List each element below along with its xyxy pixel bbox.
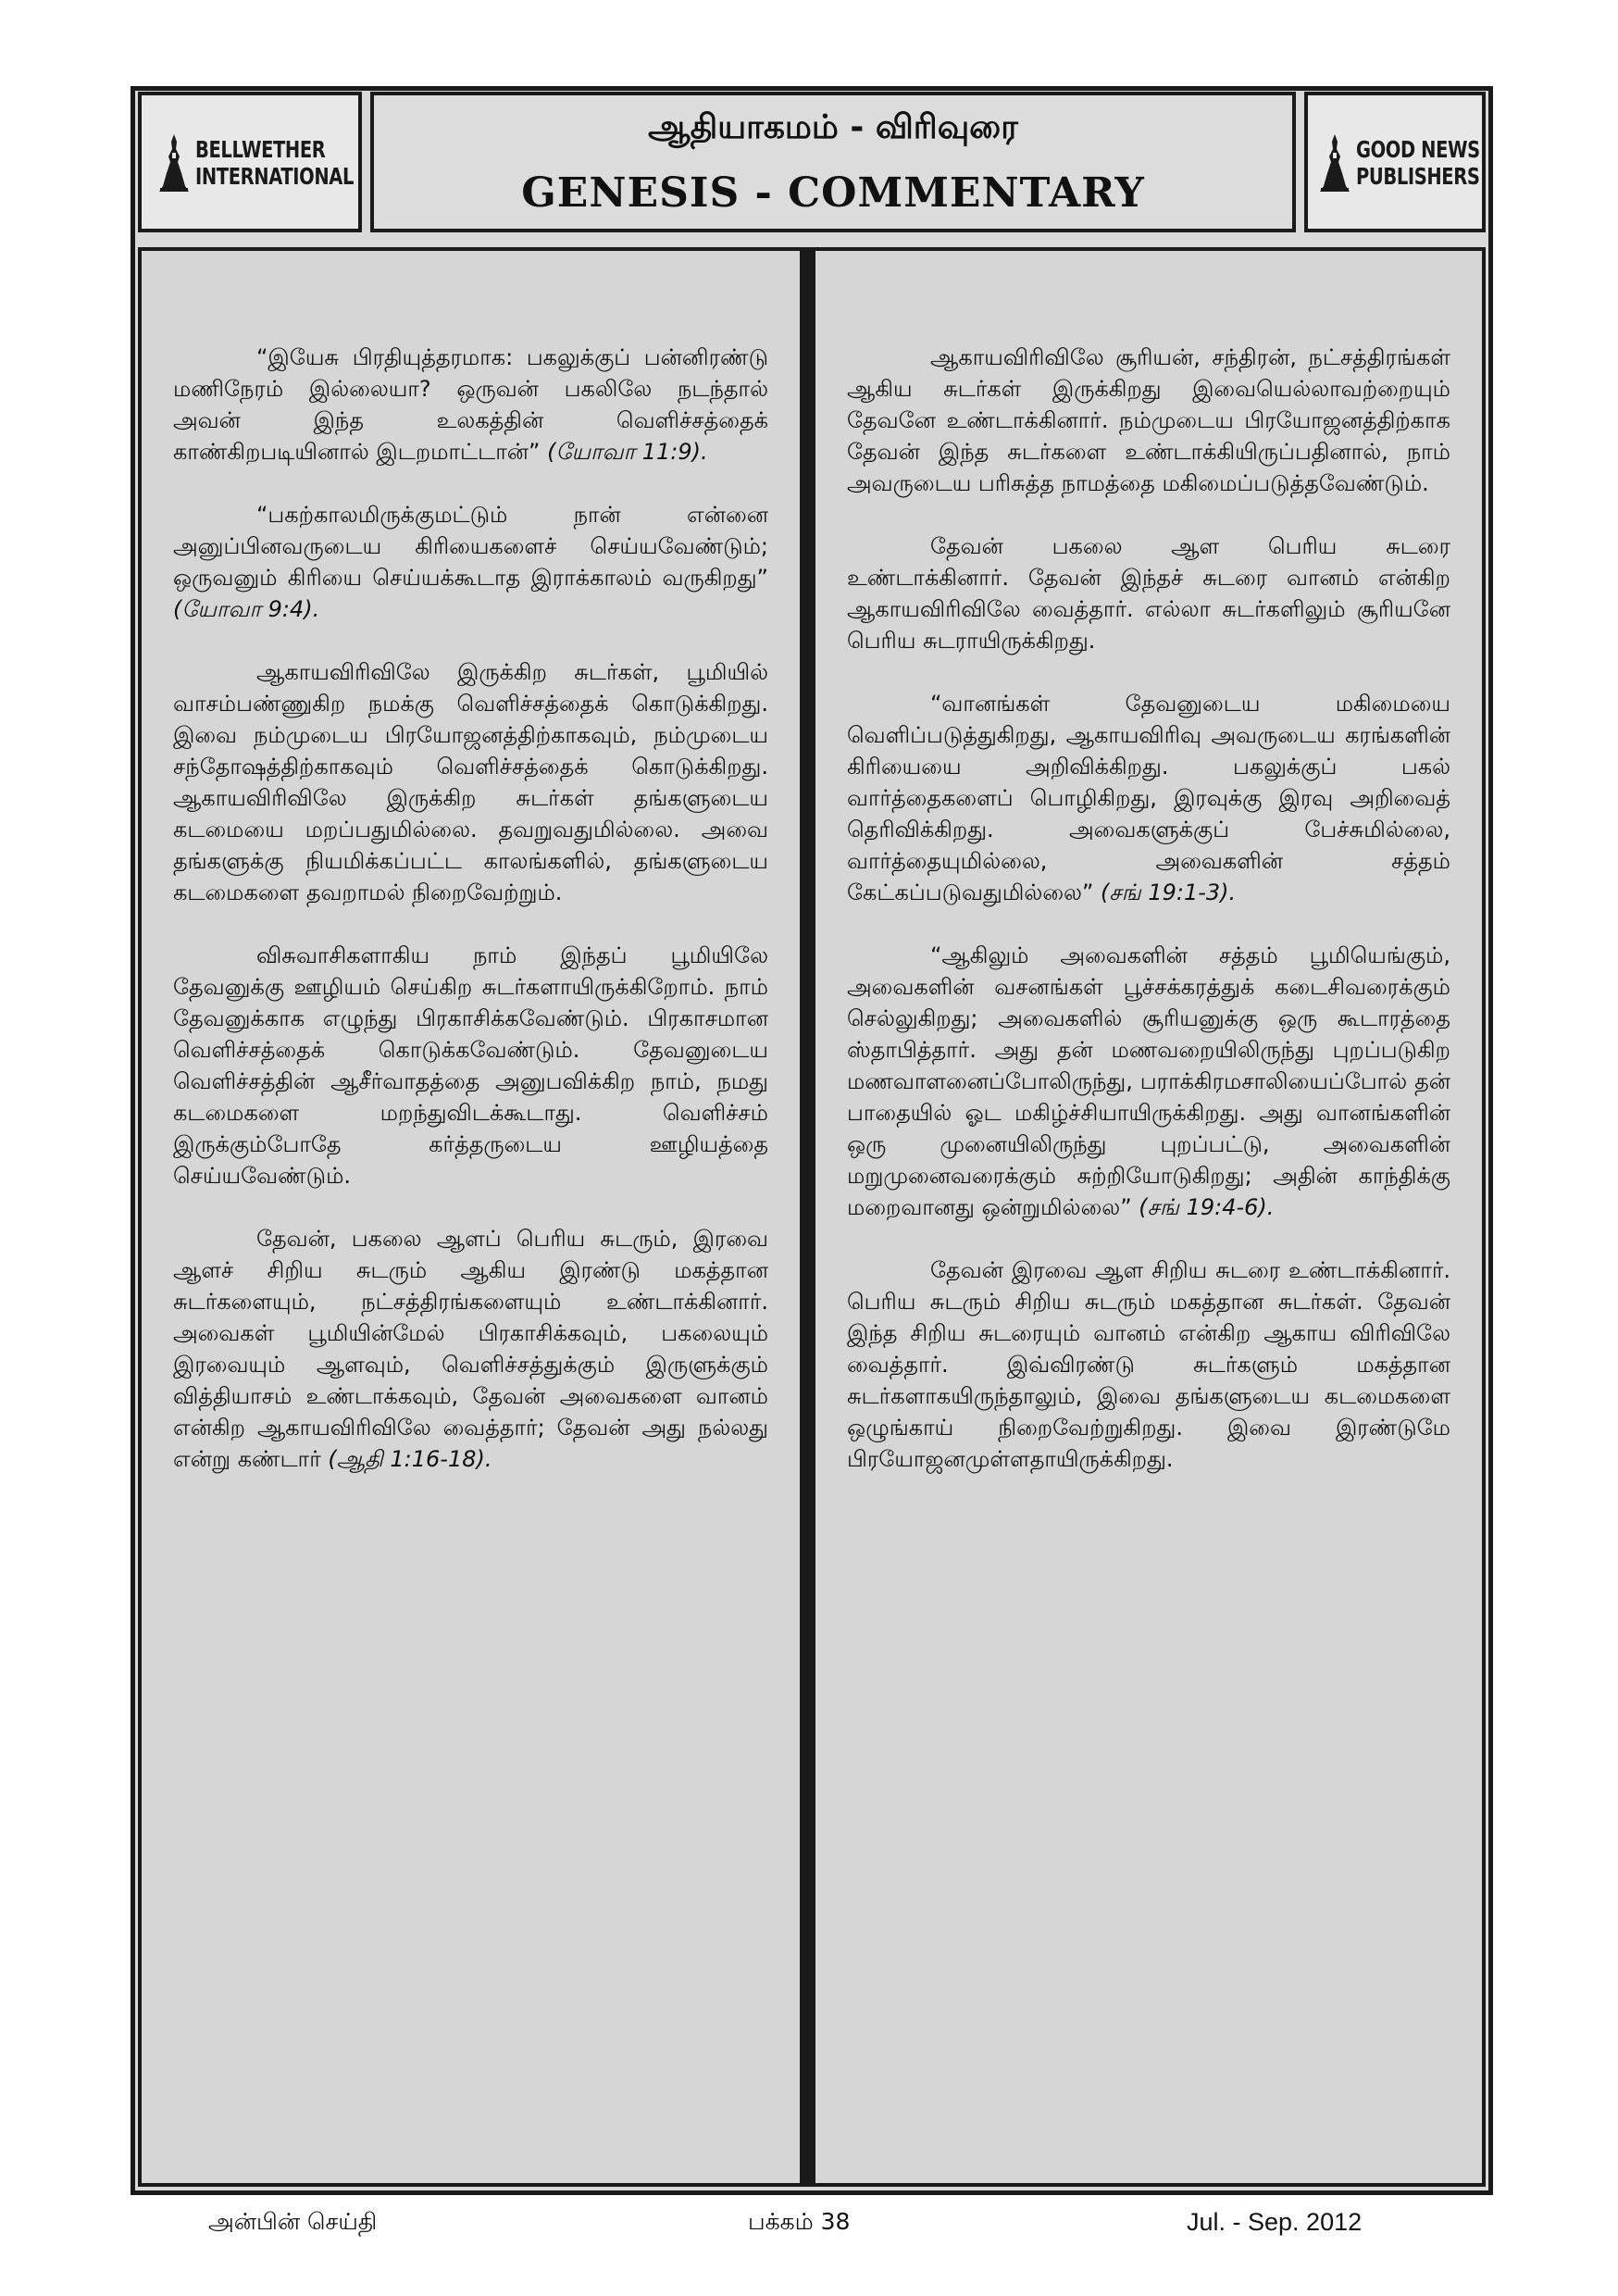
- page-title-english: GENESIS - COMMENTARY: [521, 169, 1145, 217]
- footer-page-number: பக்கம் 38: [748, 2208, 851, 2235]
- scripture-reference: (சங் 19:4-6).: [1139, 1194, 1275, 1220]
- right-column: [812, 247, 1486, 2187]
- paragraph: தேவன் இரவை ஆள சிறிய சுடரை உண்டாக்கினார். பெரிய சுடரும் சிறிய சுடரும் மகத்தான சுடர்கள். தேவன் இந்த சிறிய சுடரையும் வானம் என்கிற ஆகாய விரிவிலே வைத்தார். இவ்விரண்டு சுடர்களும் மகத்தான சுடர்களாகயிருந்தாலும், இவை தங்களுடைய கடமைகளை ஒழுங்காய் நிறைவேற்றுகிறது. இவை இரண்டுமே பிரயோஜனமுள்ளதாயிருக்கிறது.: [847, 1257, 1450, 1472]
- scripture-reference: (யோவா 11:9).: [547, 439, 708, 465]
- paragraph: “வானங்கள் தேவனுடைய மகிமையை வெளிப்படுத்துகிறது, ஆகாயவிரிவு அவருடைய கரங்களின் கிரியையை அறிவிக்கிறது. பகலுக்குப் பகல் வார்த்தைகளைப் பொழிகிறது, இரவுக்கு இரவு அறிவைத் தெரிவிக்கிறது. அவைகளுக்குப் பேச்சுமில்லை, வார்த்தையுமில்லை, அவைகளின் சத்தம் கேட்கப்படுவதுமில்லை” (சங் 19:1-3).: [847, 691, 1450, 905]
- paragraph: தேவன், பகலை ஆளப் பெரிய சுடரும், இரவை ஆளச் சிறிய சுடரும் ஆகிய இரண்டு மகத்தான சுடர்களையும், நட்சத்திரங்களையும் உண்டாக்கினார். அவைகள் பூமியின்மேல் பிரகாசிக்கவும், பகலையும் இரவையும் ஆளவும், வெளிச்சத்துக்கும் இருளுக்கும் வித்தியாசம் உண்டாக்கவும், தேவன் அவைகளை வானம் என்கிற ஆகாயவிரிவிலே வைத்தார்; தேவன் அது நல்லது என்று கண்டார் (ஆதி 1:16-18).: [173, 1226, 768, 1472]
- left-logo-line2: INTERNATIONAL: [195, 163, 355, 190]
- left-logo-line1: BELLWETHER: [195, 136, 326, 163]
- bell-tower-icon: [158, 132, 190, 193]
- column-divider: [803, 247, 812, 2187]
- scripture-reference: (ஆதி 1:16-18).: [328, 1446, 492, 1472]
- paragraph: “பகற்காலமிருக்குமட்டும் நான் என்னை அனுப்பினவருடைய கிரியைகளைச் செய்யவேண்டும்; ஒருவனும் கிரியை செய்யக்கூடாத இராக்காலம் வருகிறது” (யோவா 9:4).: [173, 502, 768, 622]
- title-box: [370, 92, 1296, 232]
- scripture-reference: (யோவா 9:4).: [173, 596, 320, 622]
- header: [131, 86, 1493, 242]
- paragraph: “இயேசு பிரதியுத்தரமாக: பகலுக்குப் பன்னிரண்டு மணிநேரம் இல்லையா? ஒருவன் பகலிலே நடந்தால் அவன் இந்த உலகத்தின் வெளிச்சத்தைக் காண்கிறபடியினால் இடறமாட்டான்” (யோவா 11:9).: [173, 344, 768, 465]
- left-column: [138, 247, 803, 2187]
- paragraph: தேவன் பகலை ஆள பெரிய சுடரை உண்டாக்கினார். தேவன் இந்தச் சுடரை வானம் என்கிற ஆகாயவிரிவிலே வைத்தார். எல்லா சுடர்களிலும் சூரியனே பெரிய சுடராயிருக்கிறது.: [847, 533, 1450, 654]
- paragraph: ஆகாயவிரிவிலே இருக்கிற சுடர்கள், பூமியில் வாசம்பண்ணுகிற நமக்கு வெளிச்சத்தைக் கொடுக்கிறது. இவை நம்முடைய பிரயோஜனத்திற்காகவும், நம்முடைய சந்தோஷத்திற்காகவும் வெளிச்சத்தைக் கொடுக்கிறது. ஆகாயவிரிவிலே இருக்கிற சுடர்கள் தங்களுடைய கடமையை மறப்பதுமில்லை. தவறுவதுமில்லை. அவை தங்களுக்கு நியமிக்கப்பட்ட காலங்களில், தங்களுடைய கடமைகளை தவறாமல் நிறைவேற்றும்.: [173, 659, 768, 905]
- good-news-logo: [1319, 132, 1515, 193]
- right-logo-box: [1304, 92, 1486, 232]
- footer-magazine-name: அன்பின் செய்தி: [208, 2208, 378, 2235]
- page-title-tamil: ஆதியாகமம் - விரிவுரை: [648, 108, 1018, 146]
- bell-tower-icon: [1319, 132, 1350, 193]
- paragraph: “ஆகிலும் அவைகளின் சத்தம் பூமியெங்கும், அவைகளின் வசனங்கள் பூச்சக்கரத்துக் கடைசிவரைக்கும் செல்லுகிறது; அவைகளில் சூரியனுக்கு ஒரு கூடாரத்தை ஸ்தாபித்தார். அது தன் மணவறையிலிருந்து புறப்படுகிற மணவாளனைப்போலிருந்து, பராக்கிரமசாலியைப்போல் தன் பாதையில் ஓட மகிழ்ச்சியாயிருக்கிறது. அது வானங்களின் ஒரு முனையிலிருந்து புறப்பட்டு, அவைகளின் மறுமுனைவரைக்கும் சுற்றியோடுகிறது; அதின் காந்திக்கு மறைவானது ஒன்றுமில்லை” (சங் 19:4-6).: [847, 942, 1450, 1220]
- scripture-reference: (சங் 19:1-3).: [1101, 880, 1237, 905]
- bellwether-logo: [158, 132, 398, 193]
- left-logo-box: [138, 92, 362, 232]
- footer-issue-date: Jul. - Sep. 2012: [1187, 2208, 1363, 2236]
- paragraph: விசுவாசிகளாகிய நாம் இந்தப் பூமியிலே தேவனுக்கு ஊழியம் செய்கிற சுடர்களாயிருக்கிறோம். நாம் தேவனுக்காக எழுந்து பிரகாசிக்கவேண்டும். பிரகாசமான வெளிச்சத்தைக் கொடுக்கவேண்டும். தேவனுடைய வெளிச்சத்தின் ஆசீர்வாதத்தை அனுபவிக்கிற நாம், நமது கடமைகளை மறந்துவிடக்கூடாது. வெளிச்சம் இருக்கும்போதே கர்த்தருடைய ஊழியத்தை செய்யவேண்டும்.: [173, 942, 768, 1189]
- paragraph: ஆகாயவிரிவிலே சூரியன், சந்திரன், நட்சத்திரங்கள் ஆகிய சுடர்கள் இருக்கிறது இவையெல்லாவற்றையும் தேவனே உண்டாக்கினார். நம்முடைய பிரயோஜனத்திற்காக தேவன் இந்த சுடர்களை உண்டாக்கியிருப்பதினால், நாம் அவருடைய பரிசுத்த நாமத்தை மகிமைப்படுத்தவேண்டும்.: [847, 344, 1450, 496]
- right-logo-line1: GOOD NEWS: [1356, 136, 1480, 163]
- right-logo-line2: PUBLISHERS: [1356, 163, 1480, 190]
